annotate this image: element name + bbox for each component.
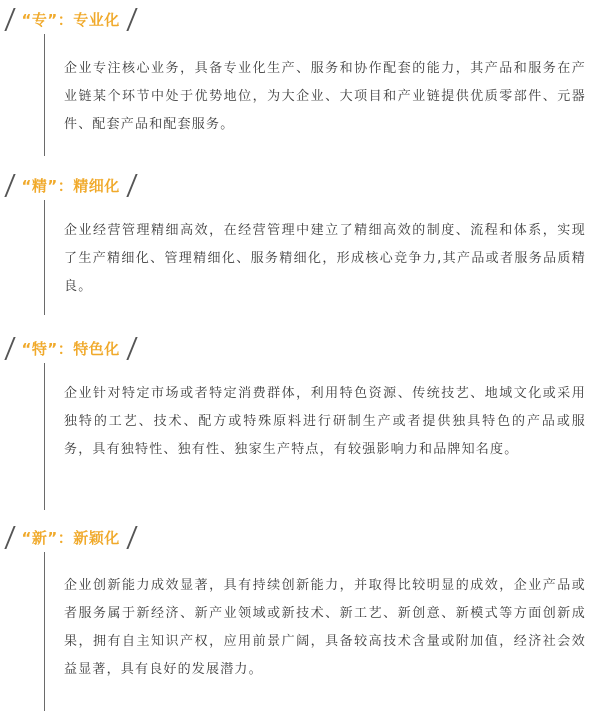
slash-decoration — [126, 8, 137, 31]
section-body: 企业专注核心业务，具备专业化生产、服务和协作配套的能力，其产品和服务在产业链某个环节中处于优势地位，为大企业、大项目和产业链提供优质零部件、元器件、配套产品和配套服务。 — [64, 61, 586, 132]
slash-decoration — [4, 174, 15, 197]
slash-decoration — [4, 526, 15, 549]
slash-decoration — [4, 337, 15, 360]
heading-text: “精”：精细化 — [21, 176, 120, 195]
slash-decoration — [126, 337, 137, 360]
section-heading — [9, 335, 132, 361]
section-heading — [9, 524, 132, 550]
section-heading — [9, 6, 132, 32]
heading-text: “特”：特色化 — [21, 339, 120, 358]
section-body: 企业经营管理精细高效，在经营管理中建立了精细高效的制度、流程和体系，实现了生产精细化、管理精细化、服务精细化，形成核心竞争力,其产品或者服务品质精良。 — [64, 223, 586, 294]
section-body: 企业创新能力成效显著，具有持续创新能力，并取得比较明显的成效，企业产品或者服务属于新经济、新产业领域或新技术、新工艺、新创意、新模式等方面创新成果，拥有自主知识产权，应用前景广阔，具备较高技术含量或附加值，经济社会效益显著，具有良好的发展潜力。 — [64, 578, 586, 677]
heading-text: “专”：专业化 — [21, 10, 120, 29]
vertical-divider — [44, 363, 45, 510]
vertical-divider — [44, 200, 45, 315]
slash-decoration — [4, 8, 15, 31]
vertical-divider — [44, 552, 45, 711]
section-body: 企业针对特定市场或者特定消费群体，利用特色资源、传统技艺、地域文化或采用独特的工艺、技术、配方或特殊原料进行研制生产或者提供独具特色的产品或服务，具有独特性、独有性、独家生产特点，有较强影响力和品牌知名度。 — [64, 386, 586, 457]
vertical-divider — [44, 34, 45, 156]
heading-text: “新”：新颖化 — [21, 528, 120, 547]
section-heading — [9, 172, 132, 198]
slash-decoration — [126, 174, 137, 197]
slash-decoration — [126, 526, 137, 549]
